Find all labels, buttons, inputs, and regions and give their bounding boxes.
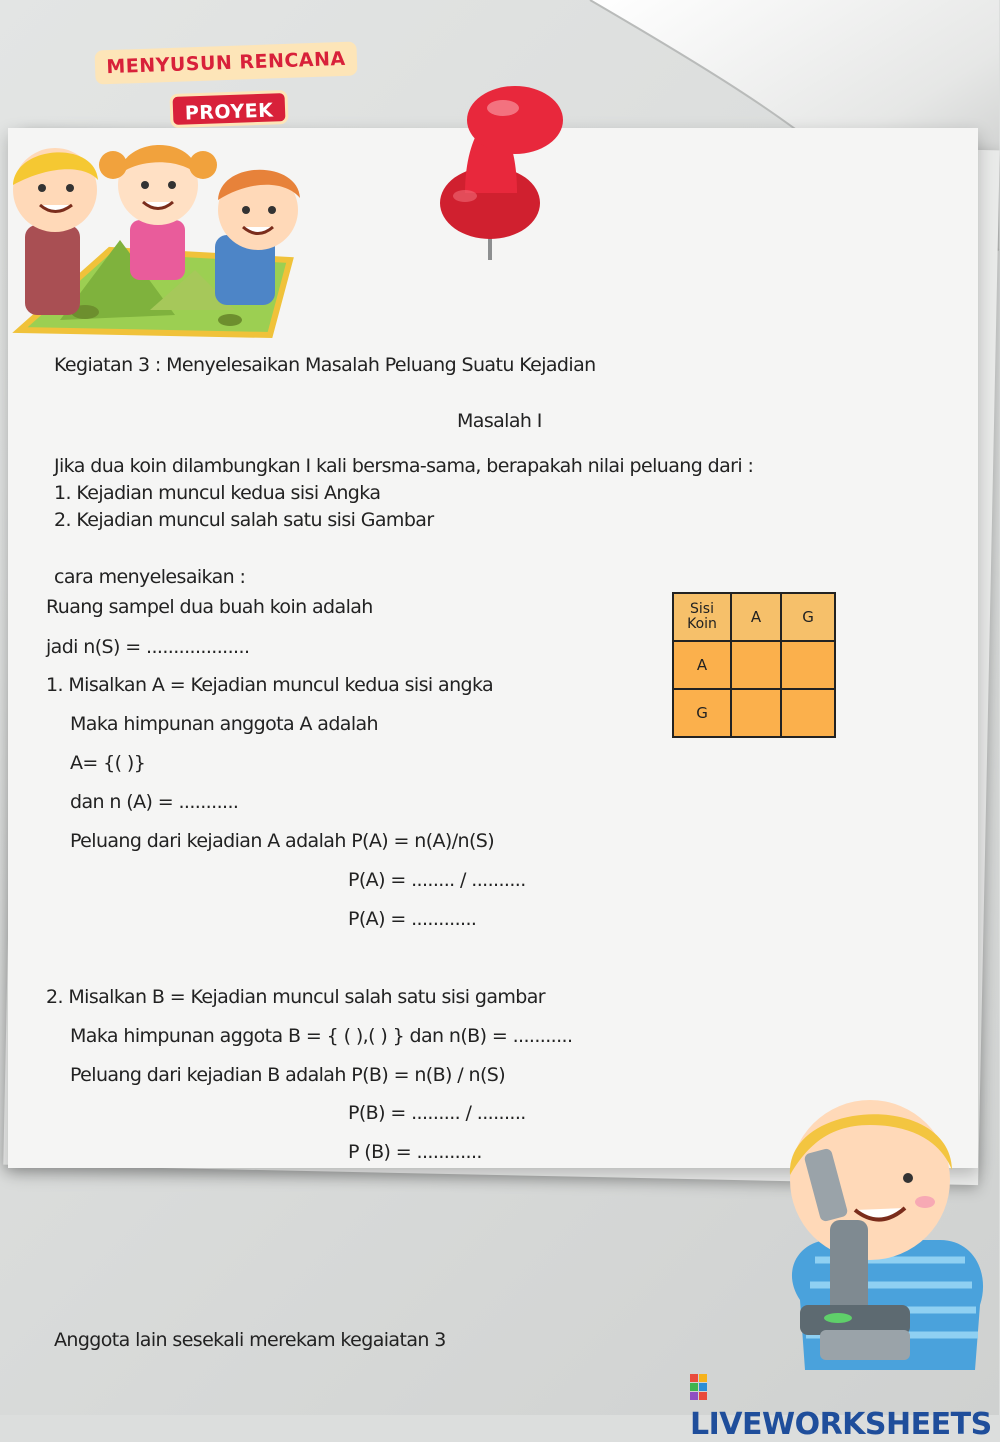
problem-title: Masalah I — [457, 410, 542, 432]
n-s-field[interactable]: jadi n(S) = ................... — [46, 636, 250, 658]
table-corner-label-1: Sisi — [690, 601, 714, 617]
solution-label: cara menyelesaikan : — [54, 566, 246, 588]
part2-calc-result[interactable]: P (B) = ............ — [348, 1141, 482, 1163]
part2-definition: 2. Misalkan B = Kejadian muncul salah satu sisi gambar — [46, 986, 546, 1008]
table-cell-ga[interactable] — [731, 689, 781, 737]
footer-note: Anggota lain sesekali merekam kegaiatan 3 — [54, 1329, 446, 1351]
question-item-1: 1. Kejadian muncul kedua sisi Angka — [54, 482, 381, 504]
part1-definition: 1. Misalkan A = Kejadian muncul kedua sisi angka — [46, 674, 494, 696]
activity-title: Kegiatan 3 : Menyelesaikan Masalah Peluang Suatu Kejadian — [54, 354, 596, 376]
part1-calc-fraction[interactable]: P(A) = ........ / .......... — [348, 869, 526, 891]
part1-nA-field[interactable]: dan n (A) = ........... — [70, 791, 239, 813]
table-col-header-a: A — [731, 593, 781, 641]
part1-set-field[interactable]: A= {( )} — [70, 752, 146, 774]
table-cell-ag[interactable] — [781, 641, 835, 689]
liveworksheets-logo — [690, 1372, 999, 1442]
question-intro: Jika dua koin dilambungkan I kali bersma-sama, berapakah nilai peluang dari : — [54, 455, 754, 477]
part1-members-text: Maka himpunan anggota A adalah — [70, 713, 378, 735]
table-corner-label-2: Koin — [687, 616, 717, 632]
table-col-header-g: G — [781, 593, 835, 641]
banner-subtitle: PROYEK — [169, 90, 288, 128]
sample-space-table — [672, 592, 836, 738]
part2-calc-fraction[interactable]: P(B) = ......... / ......... — [348, 1102, 526, 1124]
table-cell-aa[interactable] — [731, 641, 781, 689]
boy-microscope-illustration — [740, 1090, 999, 1370]
liveworksheets-logo-icon — [690, 1374, 708, 1402]
part2-formula: Peluang dari kejadian B adalah P(B) = n(B) / n(S) — [70, 1064, 506, 1086]
kids-illustration — [0, 130, 300, 345]
banner-title: MENYUSUN RENCANA — [94, 41, 357, 84]
sample-space-text: Ruang sampel dua buah koin adalah — [46, 596, 373, 618]
part1-formula: Peluang dari kejadian A adalah P(A) = n(A)/n(S) — [70, 830, 495, 852]
table-row-header-a: A — [673, 641, 731, 689]
table-corner-cell — [673, 593, 731, 641]
push-pin-icon — [425, 78, 575, 268]
question-item-2: 2. Kejadian muncul salah satu sisi Gambar — [54, 509, 434, 531]
table-cell-gg[interactable] — [781, 689, 835, 737]
table-row-header-g: G — [673, 689, 731, 737]
part2-members-field[interactable]: Maka himpunan aggota B = { ( ),( ) } dan n(B) = ........... — [70, 1025, 573, 1047]
liveworksheets-logo-text: LIVEWORKSHEETS — [690, 1407, 992, 1442]
part1-calc-result[interactable]: P(A) = ............ — [348, 908, 477, 930]
